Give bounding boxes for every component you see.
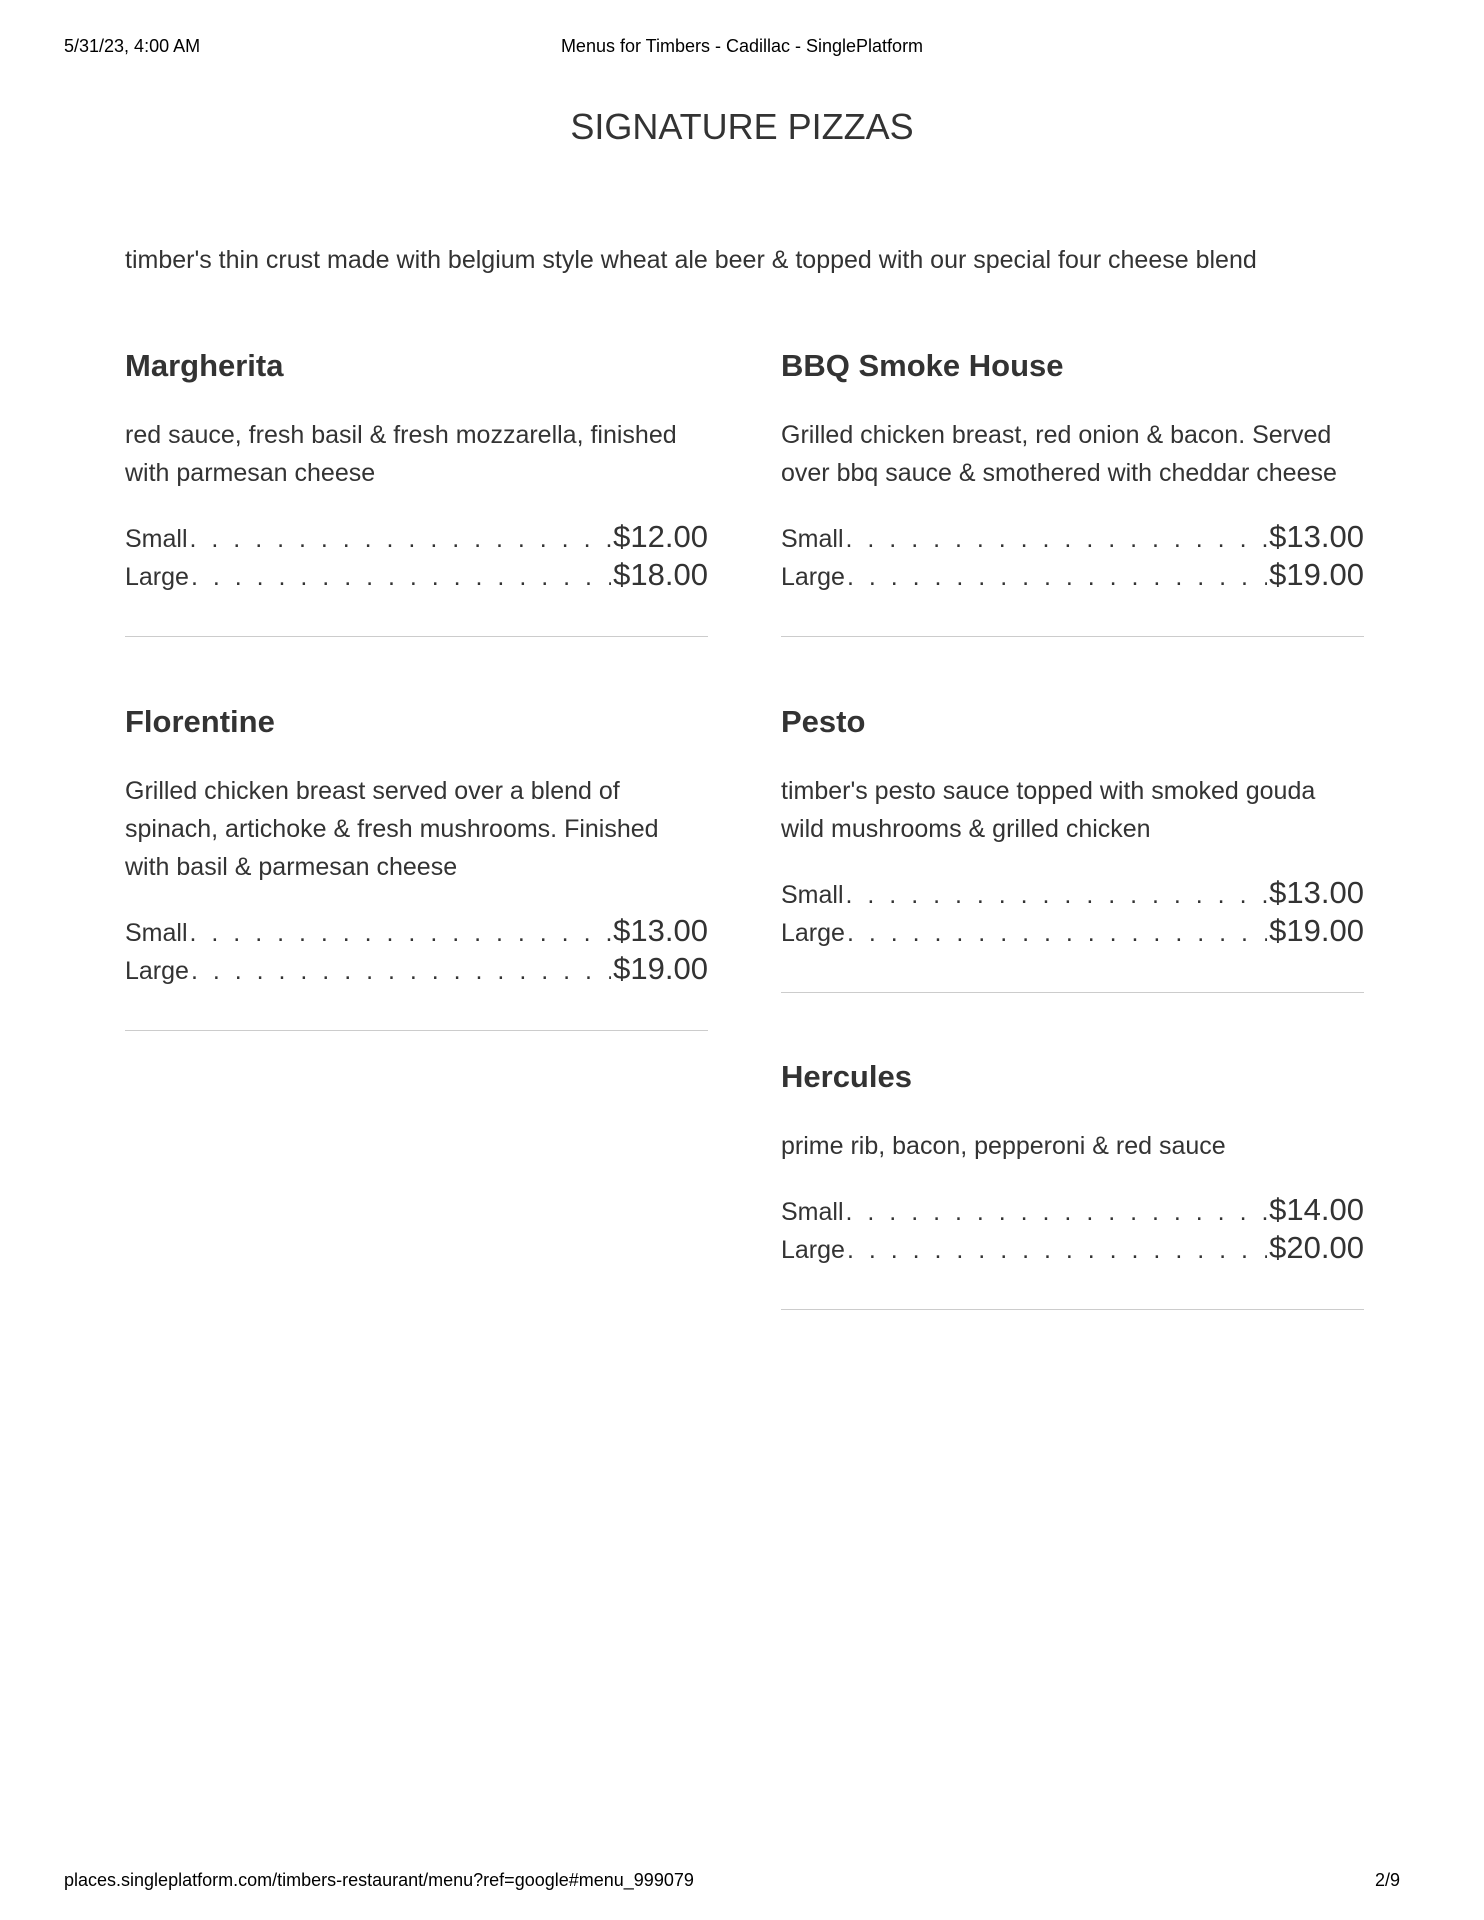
price-amount: $13.00 [1269, 519, 1364, 554]
menu-item-description: prime rib, bacon, pepperoni & red sauce [781, 1132, 1226, 1160]
print-footer [64, 1870, 1420, 1894]
menu-item-description: timber's pesto sauce topped with smoked gouda wild mushrooms & grilled chicken [781, 777, 1316, 843]
price-row-large [781, 556, 1364, 594]
menu-item-hercules [781, 1057, 1364, 1310]
price-amount: $13.00 [1269, 875, 1364, 910]
page-number: 2/9 [1374, 1870, 1400, 1890]
menu-item-description: Grilled chicken breast, red onion & bacon. Served over bbq sauce & smothered with cheddar cheese [781, 421, 1337, 487]
item-divider [781, 636, 1364, 637]
price-amount: $20.00 [1269, 1230, 1364, 1265]
price-row-large [125, 556, 708, 594]
menu-item-florentine [125, 702, 708, 1031]
price-list [125, 518, 708, 594]
item-divider [125, 636, 708, 637]
menu-item-name: BBQ Smoke House [781, 348, 1064, 383]
size-label: Small [125, 919, 188, 947]
print-date: 5/31/23, 4:00 AM [64, 36, 201, 56]
price-amount: $18.00 [613, 557, 708, 592]
dot-leader [190, 914, 612, 952]
price-row-small [781, 518, 1364, 556]
price-row-large [125, 950, 708, 988]
section-title: SIGNATURE PIZZAS [570, 106, 914, 147]
size-label: Small [125, 525, 188, 553]
dot-leader [191, 952, 611, 990]
dot-leader [847, 1231, 1267, 1269]
price-row-small [125, 912, 708, 950]
menu-item-pesto [781, 702, 1364, 993]
print-page-title: Menus for Timbers - Cadillac - SinglePlatform [560, 36, 924, 56]
price-list [781, 1191, 1364, 1267]
size-label: Large [781, 919, 845, 947]
price-list [781, 874, 1364, 950]
print-header [64, 36, 1420, 60]
price-amount: $19.00 [1269, 557, 1364, 592]
menu-item-bbq-smoke-house [781, 346, 1364, 637]
dot-leader [846, 520, 1268, 558]
price-amount: $19.00 [1269, 913, 1364, 948]
menu-item-margherita [125, 346, 708, 637]
dot-leader [190, 520, 612, 558]
dot-leader [847, 914, 1267, 952]
menu-item-name: Pesto [781, 704, 866, 739]
item-divider [781, 992, 1364, 993]
dot-leader [847, 558, 1267, 596]
price-row-large [781, 1229, 1364, 1267]
size-label: Large [781, 1236, 845, 1264]
print-url: places.singleplatform.com/timbers-restaurant/menu?ref=google#menu_999079 [64, 1870, 694, 1890]
price-row-small [781, 874, 1364, 912]
price-list [781, 518, 1364, 594]
menu-item-description: red sauce, fresh basil & fresh mozzarella, finished with parmesan cheese [125, 421, 677, 487]
price-row-small [125, 518, 708, 556]
size-label: Large [781, 563, 845, 591]
size-label: Small [781, 1198, 844, 1226]
menu-item-name: Hercules [781, 1059, 912, 1094]
menu-item-description: Grilled chicken breast served over a blend of spinach, artichoke & fresh mushrooms. Finished with basil & parmesan cheese [125, 777, 659, 881]
dot-leader [846, 1193, 1268, 1231]
item-divider [781, 1309, 1364, 1310]
dot-leader [846, 876, 1268, 914]
price-list [125, 912, 708, 988]
price-amount: $19.00 [613, 951, 708, 986]
size-label: Small [781, 881, 844, 909]
price-row-large [781, 912, 1364, 950]
price-row-small [781, 1191, 1364, 1229]
dot-leader [191, 558, 611, 596]
size-label: Small [781, 525, 844, 553]
section-description: timber's thin crust made with belgium style wheat ale beer & topped with our special four cheese blend [125, 246, 1257, 274]
price-amount: $12.00 [613, 519, 708, 554]
price-amount: $14.00 [1269, 1192, 1364, 1227]
menu-item-name: Margherita [125, 348, 284, 383]
item-divider [125, 1030, 708, 1031]
size-label: Large [125, 957, 189, 985]
size-label: Large [125, 563, 189, 591]
menu-item-name: Florentine [125, 704, 275, 739]
price-amount: $13.00 [613, 913, 708, 948]
